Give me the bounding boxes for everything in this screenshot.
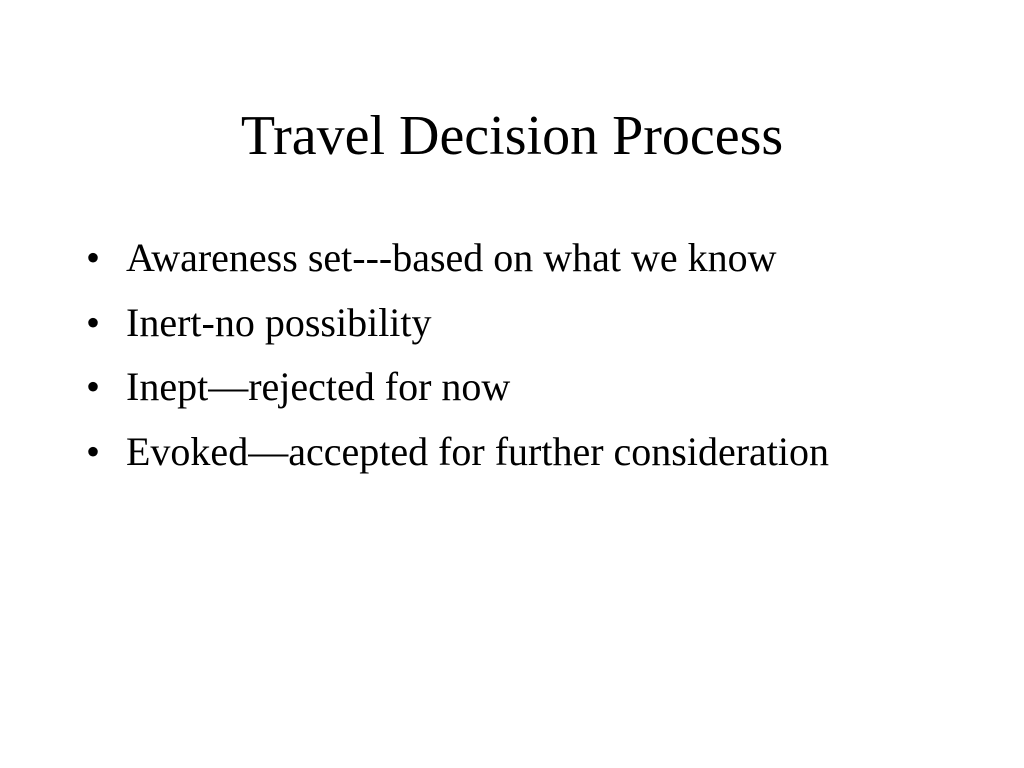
bullet-icon: • — [86, 364, 101, 409]
list-item — [86, 424, 986, 489]
bullet-icon: • — [86, 235, 101, 280]
bullet-text: Evoked—accepted for further consideration — [126, 428, 830, 474]
list-item — [86, 230, 986, 295]
bullet-icon: • — [86, 299, 101, 345]
bullet-icon: • — [86, 428, 101, 474]
bullet-list — [86, 230, 986, 488]
bullet-text: Inept—rejected for now — [126, 364, 511, 409]
list-item — [86, 295, 986, 360]
list-item — [86, 359, 986, 424]
bullet-text: Awareness set---based on what we know — [126, 235, 777, 280]
slide-title: Travel Decision Process — [240, 105, 784, 167]
bullet-text: Inert-no possibility — [126, 299, 432, 345]
